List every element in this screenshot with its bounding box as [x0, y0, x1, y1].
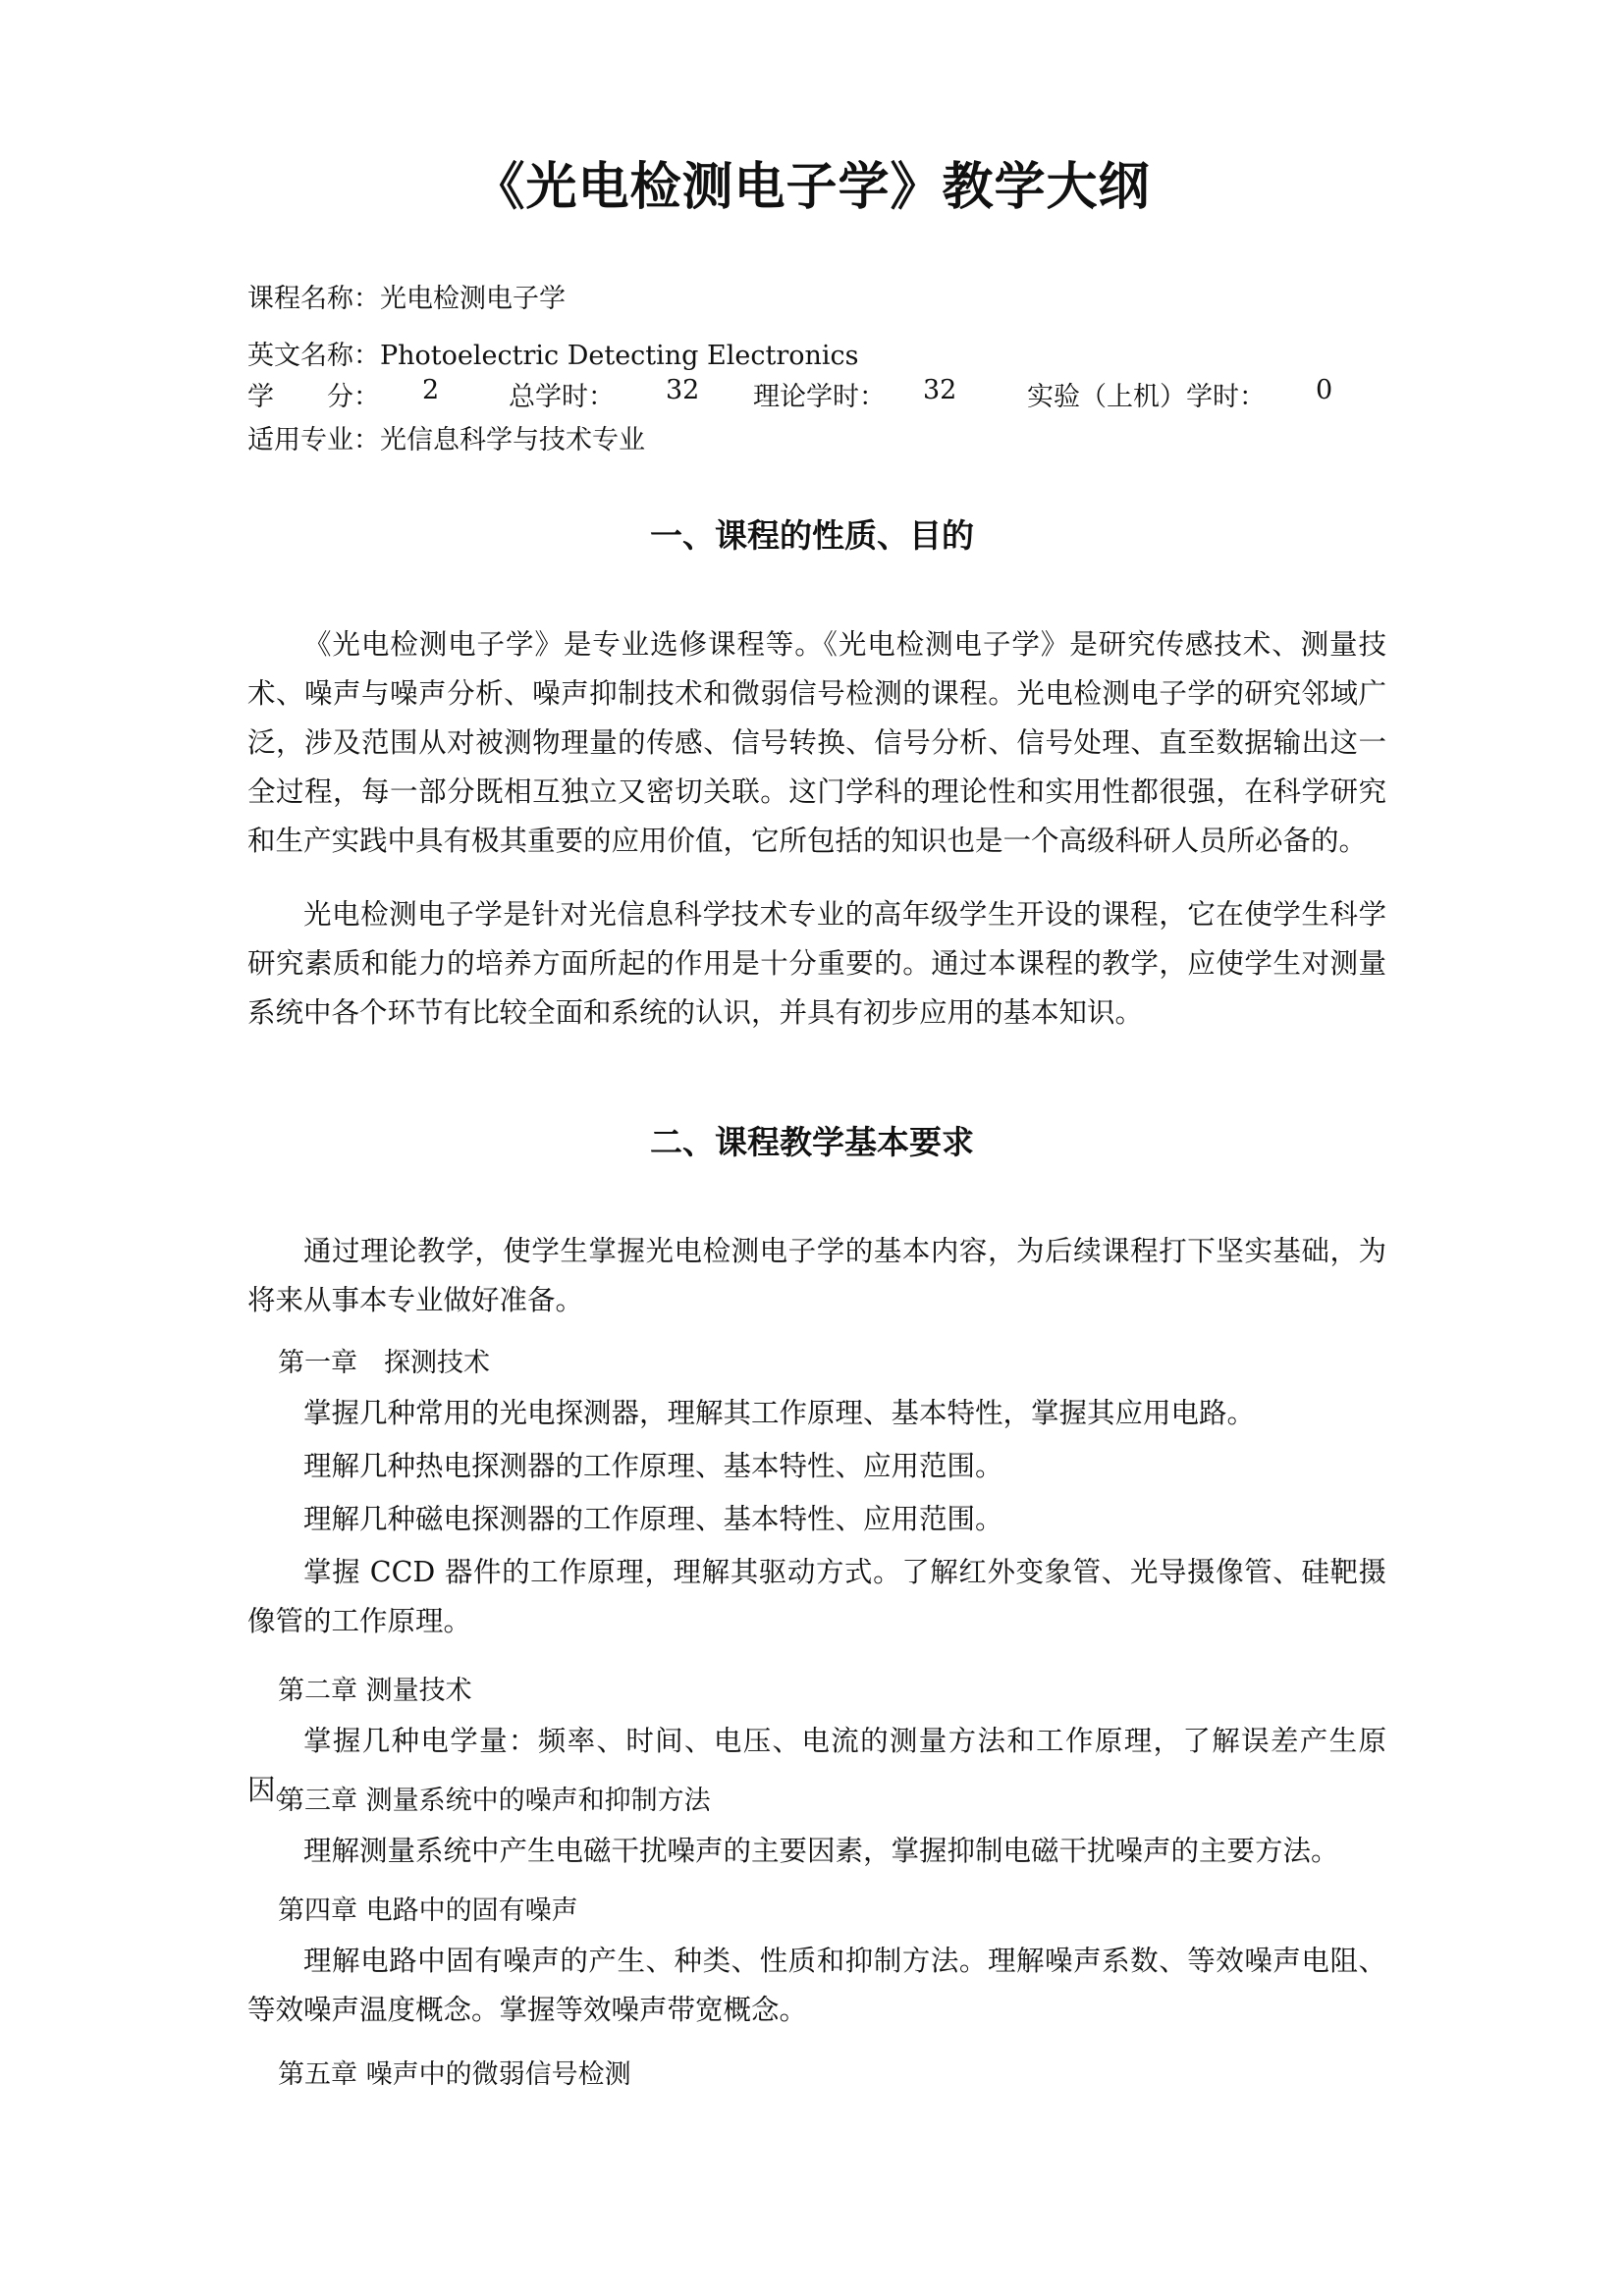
english-name: 英文名称：Photoelectric Detecting Electronics: [247, 341, 859, 371]
credits-label: 学 分：: [247, 382, 380, 412]
lab-hours-label: 实验（上机）学时：: [1027, 382, 1266, 412]
chapter-5-title: 第五章 噪声中的微弱信号检测: [278, 2059, 631, 2090]
applicable-major: 适用专业：光信息科学与技术专业: [247, 425, 645, 455]
chapter-1-title: 第一章 探测技术: [278, 1348, 490, 1378]
chapter-1-item-4: 掌握 CCD 器件的工作原理，理解其驱动方式。了解红外变象管、光导摄像管、硅靶摄像管的工作原理。: [247, 1556, 1386, 1637]
section-heading-nature: 一、课程的性质、目的: [650, 516, 974, 555]
chapter-3-title: 第三章 测量系统中的噪声和抑制方法: [278, 1786, 711, 1816]
hours-row: [247, 375, 1426, 414]
paragraph-requirements-intro: 通过理论教学，使学生掌握光电检测电子学的基本内容，为后续课程打下坚实基础，为将来从事本专业做好准备。: [247, 1235, 1386, 1316]
paragraph-nature-2: 光电检测电子学是针对光信息科学技术专业的高年级学生开设的课程，它在使学生科学研究素质和能力的培养方面所起的作用是十分重要的。通过本课程的教学，应使学生对测量系统中各个环节有比较全面和系统的认识，并具有初步应用的基本知识。: [247, 898, 1386, 1029]
chapter-1-item-2: 理解几种热电探测器的工作原理、基本特性、应用范围。: [303, 1450, 1003, 1482]
course-name: 课程名称：光电检测电子学: [247, 284, 566, 314]
chapter-2-item-1: 掌握几种电学量：频率、时间、电压、电流的测量方法和工作原理，了解误差产生原因。: [247, 1725, 1386, 1806]
chapter-1-item-1: 掌握几种常用的光电探测器，理解其工作原理、基本特性，掌握其应用电路。: [303, 1397, 1256, 1429]
theory-hours-label: 理论学时：: [753, 382, 886, 412]
total-hours-label: 总学时：: [509, 382, 615, 412]
lab-hours-value: 0: [1316, 375, 1333, 405]
chapter-4-item-1: 理解电路中固有噪声的产生、种类、性质和抑制方法。理解噪声系数、等效噪声电阻、等效噪声温度概念。掌握等效噪声带宽概念。: [247, 1945, 1386, 2026]
chapter-4-title: 第四章 电路中的固有噪声: [278, 1896, 578, 1926]
chapter-1-item-3: 理解几种磁电探测器的工作原理、基本特性、应用范围。: [303, 1503, 1003, 1535]
paragraph-nature-1: 《光电检测电子学》是专业选修课程等。《光电检测电子学》是研究传感技术、测量技术、噪声与噪声分析、噪声抑制技术和微弱信号检测的课程。光电检测电子学的研究邻域广泛，涉及范围从对被测物理量的传感、信号转换、信号分析、信号处理、直至数据输出这一全过程，每一部分既相互独立又密切关联。这门学科的理论性和实用性都很强，在科学研究和生产实践中具有极其重要的应用价值，它所包括的知识也是一个高级科研人员所必备的。: [247, 628, 1386, 857]
chapter-2-title: 第二章 测量技术: [278, 1676, 472, 1706]
theory-hours-value: 32: [923, 375, 957, 405]
document-title: 《光电检测电子学》教学大纲: [473, 157, 1151, 217]
chapter-3-item-1: 理解测量系统中产生电磁干扰噪声的主要因素，掌握抑制电磁干扰噪声的主要方法。: [303, 1835, 1339, 1867]
credits-value: 2: [422, 375, 440, 405]
section-heading-requirements: 二、课程教学基本要求: [650, 1123, 974, 1161]
total-hours-value: 32: [666, 375, 700, 405]
